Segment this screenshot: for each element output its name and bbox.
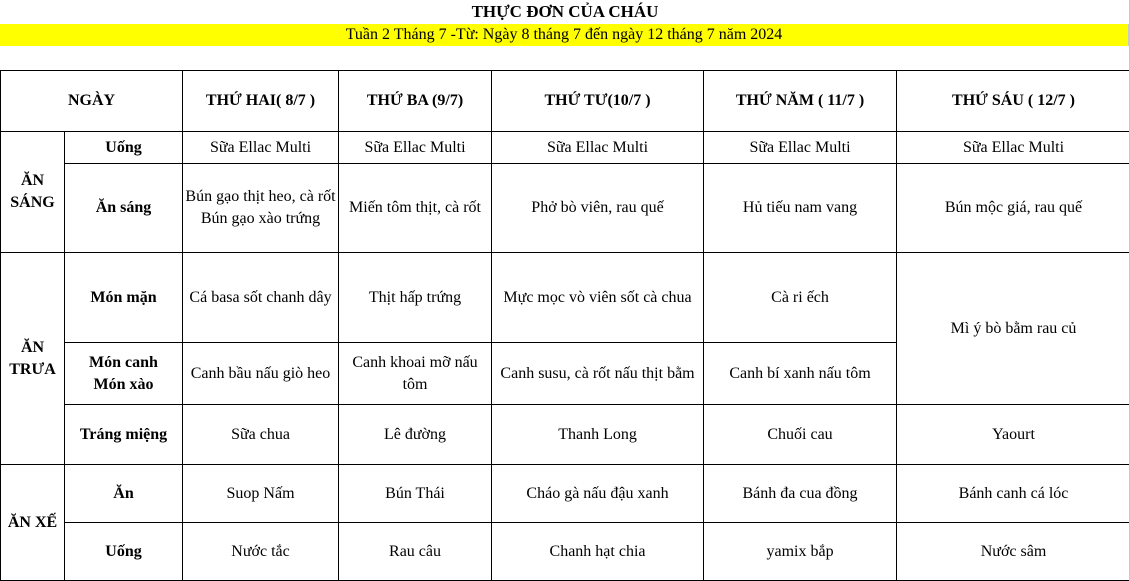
menu-table — [0, 70, 1130, 581]
cell-an-xe-wed: Cháo gà nấu đậu xanh — [492, 465, 704, 523]
table-row — [1, 465, 1130, 523]
cell-uong-xe-fri: Nước sâm — [897, 523, 1130, 581]
dish-line: Bún gạo thịt heo, cà rốt — [185, 188, 336, 205]
meal-an-trua — [1, 253, 65, 465]
cell-an-sang-wed: Phở bò viên, rau quế — [492, 164, 704, 253]
sub-mon-man: Món mặn — [65, 253, 183, 343]
cell-an-trua-fri: Mì ý bò bằm rau củ — [897, 253, 1130, 405]
cell-uong-xe-mon: Nước tắc — [183, 523, 339, 581]
cell-mon-canh-tue: Canh khoai mỡ nấu tôm — [339, 343, 492, 405]
sub-label-line: Món xào — [93, 375, 154, 393]
header-day-thu: THỨ NĂM ( 11/7 ) — [704, 71, 897, 132]
meal-label-line: TRƯA — [9, 360, 56, 378]
cell-uong-xe-tue: Rau câu — [339, 523, 492, 581]
cell-uong-sang-fri: Sữa Ellac Multi — [897, 132, 1130, 164]
cell-uong-sang-tue: Sữa Ellac Multi — [339, 132, 492, 164]
cell-mon-canh-thu: Canh bí xanh nấu tôm — [704, 343, 897, 405]
page-title: THỰC ĐƠN CỦA CHÁU — [471, 2, 659, 21]
cell-trang-mieng-mon: Sữa chua — [183, 405, 339, 465]
table-row — [1, 253, 1130, 343]
sub-mon-canh — [65, 343, 183, 405]
cell-an-sang-mon — [183, 164, 339, 253]
cell-an-sang-fri: Bún mộc giá, rau quế — [897, 164, 1130, 253]
cell-mon-man-mon: Cá basa sốt chanh dây — [183, 253, 339, 343]
sub-an-sang: Ăn sáng — [65, 164, 183, 253]
cell-an-xe-thu: Bánh đa cua đồng — [704, 465, 897, 523]
meal-an-sang — [1, 132, 65, 253]
cell-an-sang-thu: Hủ tiếu nam vang — [704, 164, 897, 253]
cell-an-xe-tue: Bún Thái — [339, 465, 492, 523]
sub-label-line: Món canh — [89, 353, 158, 371]
cell-trang-mieng-thu: Chuối cau — [704, 405, 897, 465]
header-ngay: NGÀY — [1, 71, 183, 132]
cell-uong-sang-wed: Sữa Ellac Multi — [492, 132, 704, 164]
cell-mon-man-wed: Mực mọc vò viên sốt cà chua — [492, 253, 704, 343]
week-subtitle: Tuần 2 Tháng 7 -Từ: Ngày 8 tháng 7 đến ngày 12 tháng 7 năm 2024 — [0, 24, 1129, 46]
meal-an-xe: ĂN XẾ — [1, 465, 65, 581]
cell-an-xe-mon: Suop Nấm — [183, 465, 339, 523]
meal-label-line: ĂN — [20, 172, 45, 189]
cell-an-xe-fri: Bánh canh cá lóc — [897, 465, 1130, 523]
cell-trang-mieng-fri: Yaourt — [897, 405, 1130, 465]
cell-trang-mieng-wed: Thanh Long — [492, 405, 704, 465]
cell-uong-xe-wed: Chanh hạt chia — [492, 523, 704, 581]
cell-mon-canh-wed: Canh susu, cà rốt nấu thịt bằm — [492, 343, 704, 405]
table-row — [1, 523, 1130, 581]
sub-uong-sang: Uống — [65, 132, 183, 164]
cell-mon-canh-mon: Canh bầu nấu giò heo — [183, 343, 339, 405]
cell-trang-mieng-tue: Lê đường — [339, 405, 492, 465]
meal-label-line: SÁNG — [10, 194, 55, 211]
dish-line: Bún gạo xào trứng — [200, 210, 321, 227]
header-day-mon: THỨ HAI( 8/7 ) — [183, 71, 339, 132]
cell-mon-man-tue: Thịt hấp trứng — [339, 253, 492, 343]
sub-trang-mieng: Tráng miệng — [65, 405, 183, 465]
meal-label-line: ĂN — [20, 338, 45, 356]
table-row — [1, 164, 1130, 253]
cell-uong-sang-mon: Sữa Ellac Multi — [183, 132, 339, 164]
header-day-fri: THỨ SÁU ( 12/7 ) — [897, 71, 1130, 132]
sub-uong-xe: Uống — [65, 523, 183, 581]
sub-an-xe: Ăn — [65, 465, 183, 523]
header-day-wed: THỨ TƯ(10/7 ) — [492, 71, 704, 132]
cell-uong-xe-thu: yamix bắp — [704, 523, 897, 581]
header-row — [1, 71, 1130, 132]
cell-an-sang-tue: Miến tôm thịt, cà rốt — [339, 164, 492, 253]
header-day-tue: THỨ BA (9/7) — [339, 71, 492, 132]
cell-uong-sang-thu: Sữa Ellac Multi — [704, 132, 897, 164]
cell-mon-man-thu: Cà ri ếch — [704, 253, 897, 343]
table-row — [1, 405, 1130, 465]
table-row — [1, 132, 1130, 164]
